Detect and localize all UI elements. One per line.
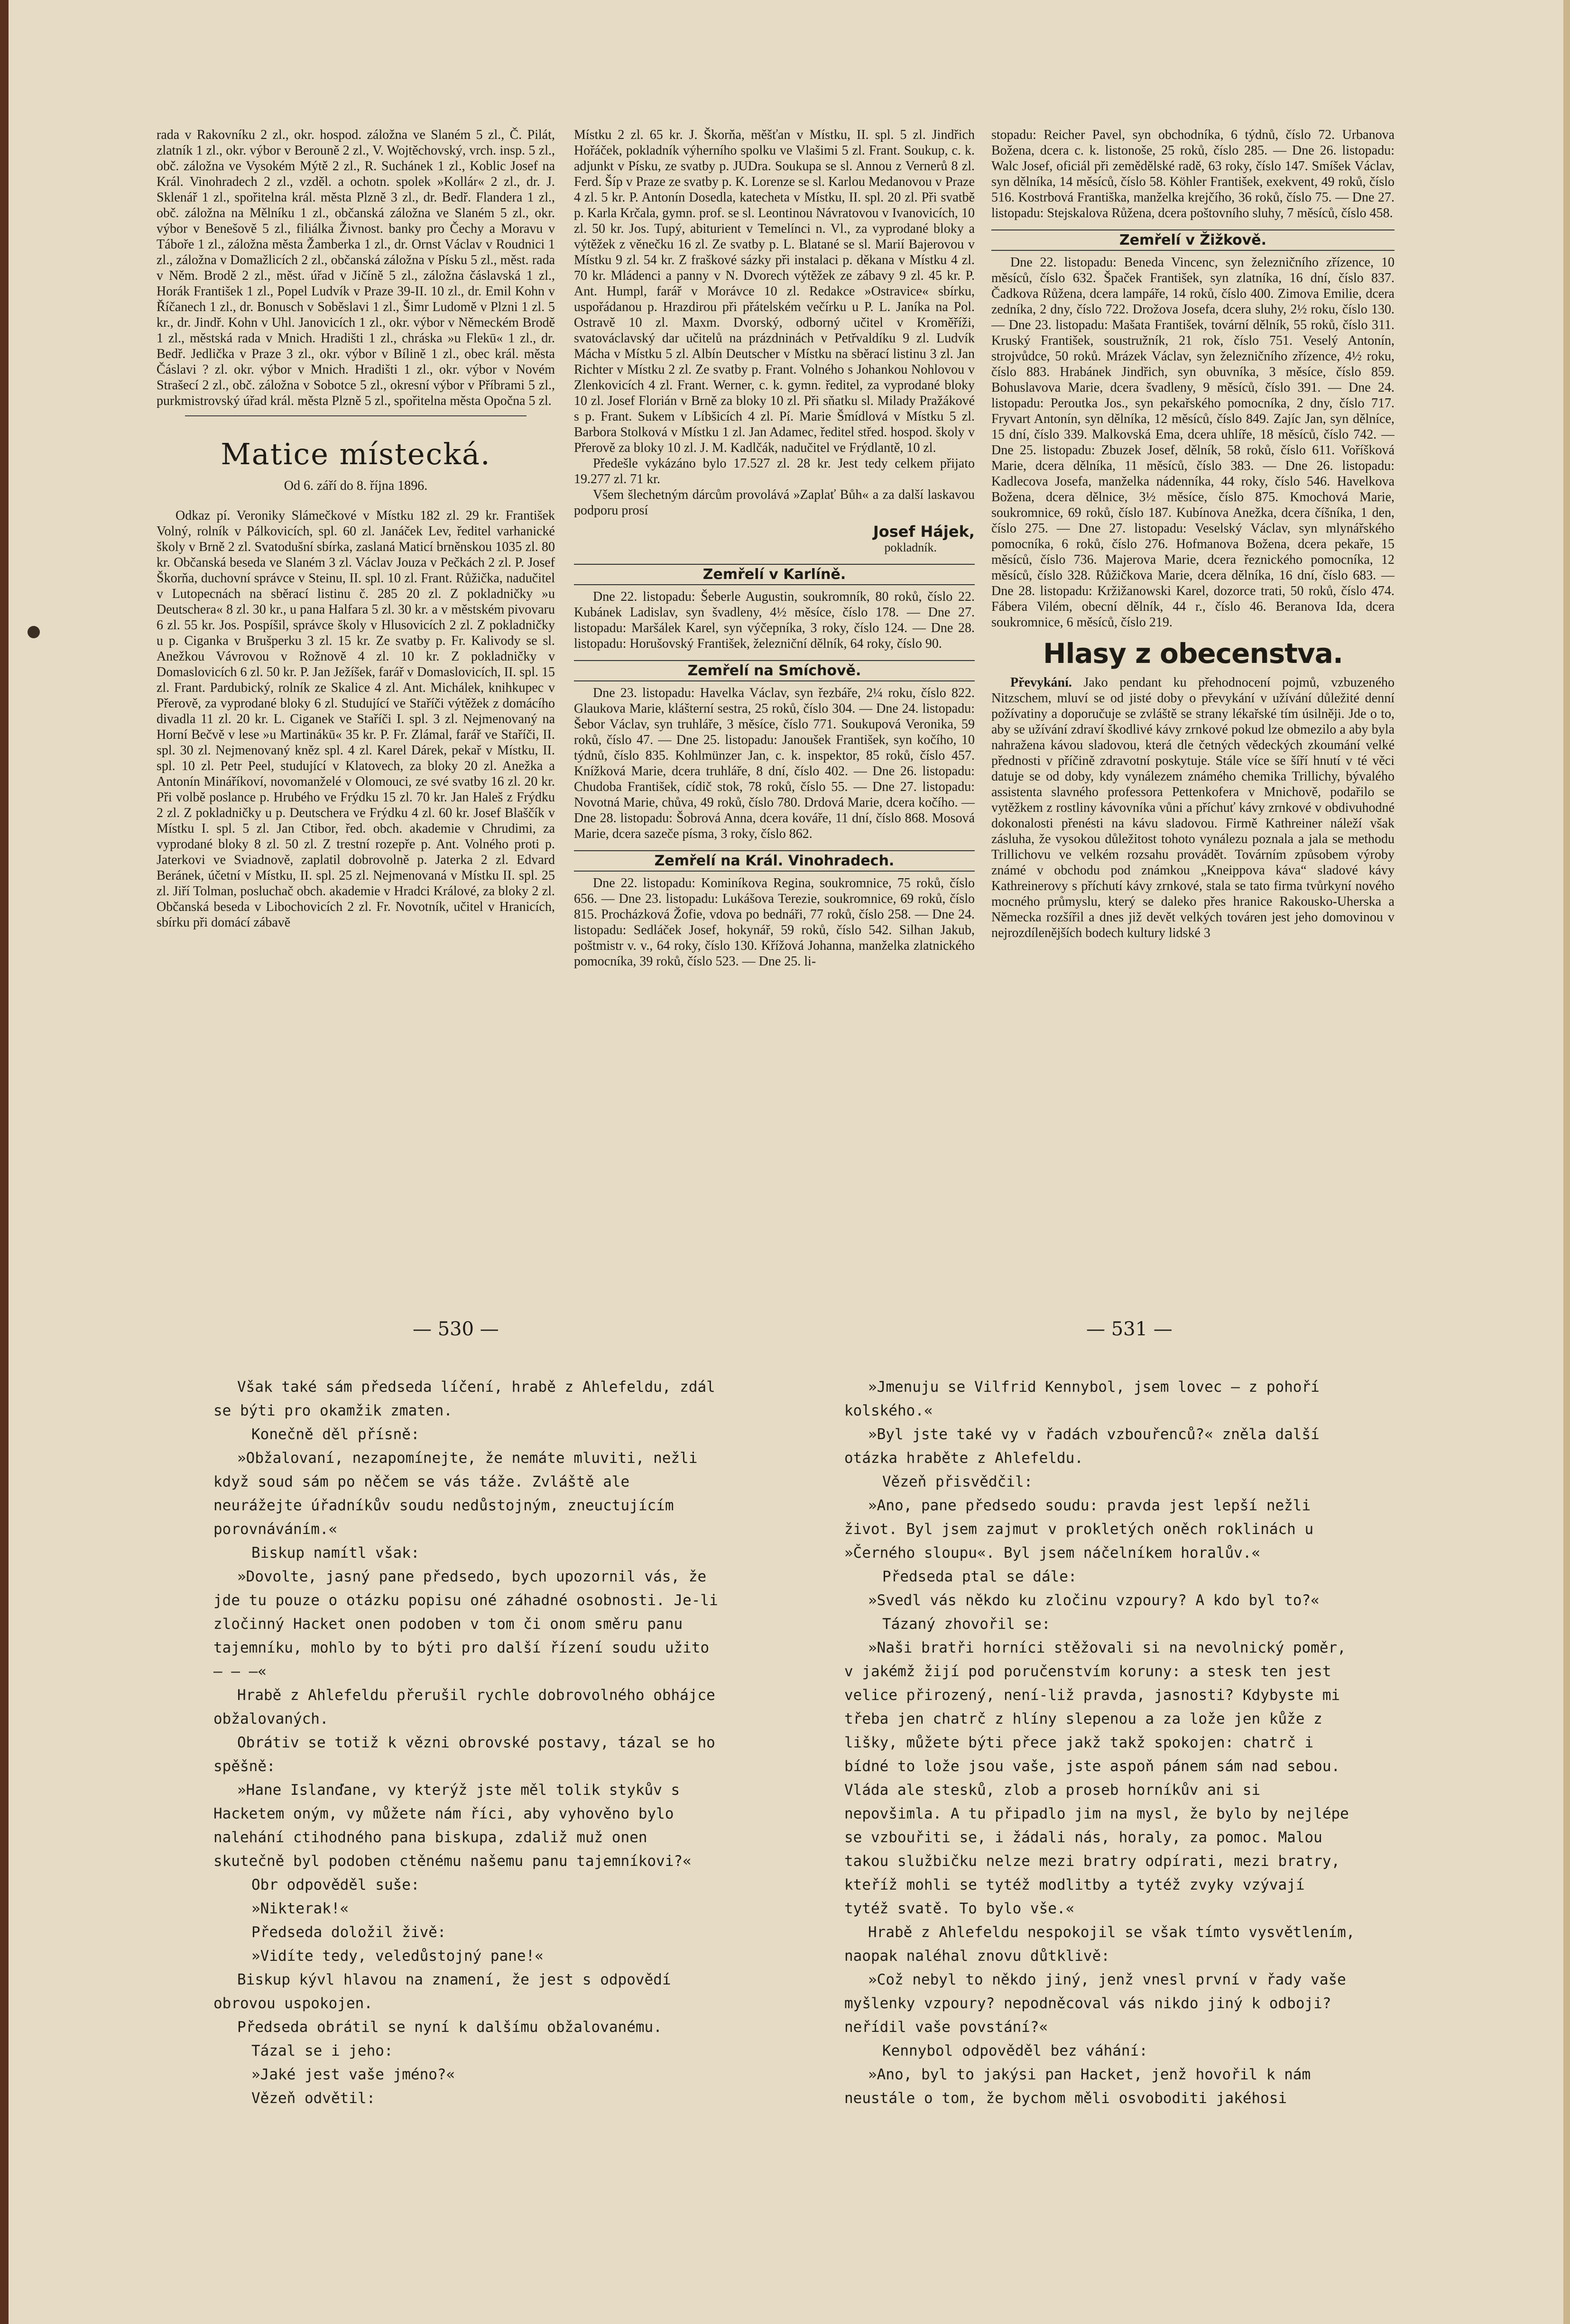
column-3	[991, 127, 1395, 1317]
novel-paragraph: Předseda ptal se dále:	[882, 1568, 1077, 1585]
article-lead: Převykání.	[1010, 675, 1072, 690]
novel-paragraph: Tázaný zhovořil se:	[882, 1616, 1051, 1633]
novel-paragraph: »Jaké jest vaše jméno?«	[251, 2066, 455, 2083]
section-subtitle: Od 6. září do 8. října 1896.	[284, 478, 428, 493]
deaths-karlin: Dne 22. listopadu: Šeberle Augustin, soukromník, 80 roků, číslo 22. Kubánek Ladislav, syn švadleny, 4½ měsíce, číslo 178. — Dne 27. listopadu: Maršálek Karel, syn výčepníka, 3 roky, číslo 124. — Dne 28. listopadu: Horušovský František, železniční dělník, 64 roky, číslo 90.	[574, 589, 975, 651]
novel-paragraph: Vězeň přisvědčil:	[882, 1473, 1033, 1490]
article-text: Jako pendant ku přehodnocení pojmů, vzbuzeného Nitzschem, mluví se od jisté doby o převykání v užívání důležité denní požívatiny a doporučuje se zvláště se strany lékařské tím úsilněji. Jde o to, aby se užívání zdraví škodlivé kávy zrnkové pokud lze obmezilo a aby byla nahražena kávou sladovou, která dle četných vědeckých zkoumání velké přednosti v příčině zdravotní poskytuje. Stále více se šíří hnutí v té věci datuje se od doby, kdy vynálezem známého chemika Trillichy, bývalého assistenta slavného professora Pettenkofera v Mnichově, podařilo se vytěžkem z rostliny kávovníka vůni a příchuť kávy zrnkové v obdivuhodné dokonalosti přenésti na kávu sladovou. Firmě Kathreiner náleží však zásluha, že vysokou důležitost tohoto vynálezu poznala a jala se methodu Trillichovu ve velkém rozsahu provádět. Továrním způsobem výroby známé v obchodu pod známkou „Kneippova káva“ sladové kávy Kathreinerovy s příchutí kávy zrnkové, stala se tato firma tvůrkyní nového mocného průmyslu, který se daleko přes hranice Rakousko-Uherska a Německa rozšířil a dnes již devět velkých továren jest jeho domovinou v nejrozdílenějších bodech kultury lidské	[991, 675, 1395, 940]
section-heading-hlasy: Hlasy z obecenstva.	[1043, 637, 1343, 670]
novel-paragraph: »Vidíte tedy, veledůstojný pane!«	[251, 1947, 544, 1965]
novel-paragraph: Biskup namítl však:	[251, 1544, 420, 1562]
page-number-right: — 531 —	[1086, 1318, 1173, 1340]
punch-hole	[28, 626, 40, 638]
novel-paragraph: »Svedl vás někdo ku zločinu vzpoury? A kdo byl to?«	[868, 1592, 1320, 1609]
novel-paragraph: »Jmenuju se Vilfrid Kennybol, jsem lovec — z pohoří kolského.«	[844, 1378, 1320, 1419]
novel-paragraph: Kennybol odpověděl bez váhání:	[882, 2042, 1148, 2059]
section-heading-zizkov: Zemřelí v Žižkově.	[991, 230, 1395, 251]
novel-paragraph: »Hane Islanďane, vy kterýž jste měl tolik stykův s Hacketem oným, vy můžete nám říci, aby vyhověno bylo nalehání ctihodného pana biskupa, zdaliž muž onen skutečně byl podoben ctěnému našemu panu tajemníkovi?«	[213, 1782, 692, 1870]
novel-paragraph: Konečně děl přísně:	[251, 1426, 420, 1443]
signature-role: pokladník.	[884, 541, 937, 554]
novel-paragraph: Tázal se i jeho:	[251, 2042, 393, 2059]
novel-paragraph: Biskup kývl hlavou na znamení, že jest s odpovědí obrovou uspokojen.	[213, 1971, 671, 2012]
section-title-matice: Matice místecká.	[221, 437, 491, 471]
novel-page-right	[844, 1375, 1357, 2305]
page-number-left: — 530 —	[413, 1318, 499, 1340]
column-2	[574, 127, 975, 1317]
footnote-mark: 3	[1203, 926, 1210, 940]
section-heading-smichov: Zemřelí na Smíchově.	[574, 660, 975, 681]
deaths-vinohrady: Dne 22. listopadu: Kominíkova Regina, soukromnice, 75 roků, číslo 656. — Dne 23. listopadu: Lukášova Terezie, soukromnice, 69 roků, číslo 815. Procházková Žofie, vdova po bednáři, 77 roků, číslo 258. — Dne 24. listopadu: Sedláček Josef, hokynář, 59 roků, číslo 542. Silhan Jakub, poštmistr v. v., 64 roky, číslo 130. Křížová Johanna, manželka zlatnického pomocníka, 39 roků, číslo 523. — Dne 25. li-	[574, 876, 975, 969]
page-edge-right	[1563, 0, 1570, 2324]
column-1	[157, 127, 555, 1317]
binding-edge	[0, 0, 9, 2324]
section-heading-vinohrady: Zemřelí na Král. Vinohradech.	[574, 850, 975, 872]
novel-paragraph: »Což nebyl to někdo jiný, jenž vnesl první v řady vaše myšlenky vzpoury? nepodněcoval vás nikdo jiný k odboji? neřídil vaše povstání?«	[844, 1971, 1346, 2036]
novel-paragraph: »Nikterak!«	[251, 1900, 349, 1917]
deaths-smichov: Dne 23. listopadu: Havelka Václav, syn řezbáře, 2¼ roku, číslo 822. Glaukova Marie, klášterní sestra, 25 roků, číslo 304. — Dne 24. listopadu: Šebor Václav, syn truhláře, 3 měsíce, číslo 771. Soukupová Veronika, 59 roků, číslo 47. — Dne 25. listopadu: Janoušek František, syn kočího, 10 týdnů, číslo 835. Kohlmünzer Jan, c. k. inspektor, 85 roků, číslo 457. Knížková Marie, dcera truhláře, 8 dní, číslo 402. — Dne 26. listopadu: Chudoba František, cídič stok, 78 roků, číslo 55. — Dne 27. listopadu: Novotná Marie, chůva, 49 roků, číslo 780. Drdová Marie, dcera kočího. — Dne 28. listopadu: Šobrová Anna, dcera kováře, 11 dní, číslo 868. Mosová Marie, dcera sazeče písma, 3 roky, číslo 862.	[574, 686, 975, 841]
novel-paragraph: Předseda obrátil se nyní k dalšímu obžalovanému.	[237, 2019, 662, 2036]
section-heading-karlin: Zemřelí v Karlíně.	[574, 564, 975, 585]
novel-paragraph: »Ano, byl to jakýsi pan Hacket, jenž hovořil k nám neustále o tom, že bychom měli osvoboditi jakéhosi	[844, 2066, 1311, 2107]
novel-page-left	[213, 1375, 726, 2305]
novel-paragraph: »Byl jste také vy v řadách vzbouřenců?« zněla další otázka hraběte z Ahlefeldu.	[844, 1426, 1320, 1467]
novel-paragraph: Obr odpověděl suše:	[251, 1876, 420, 1893]
deaths-zizkov: Dne 22. listopadu: Beneda Vincenc, syn železničního zřízence, 10 měsíců, číslo 632. Špaček František, syn zlatníka, 16 dní, číslo 837. Čadkova Růžena, dcera lampáře, 14 roků, číslo 400. Zimova Emilie, dcera zedníka, 2 dny, číslo 722. Drožova Josefa, dcera sluhy, 2½ roku, číslo 130. — Dne 23. listopadu: Mašata František, tovární dělník, 55 roků, číslo 311. Kruský František, soustružník, 21 rok, číslo 751. Veselý Antonín, strojvůdce, 50 roků. Mrázek Václav, syn železničního zřízence, 4½ roku, číslo 883. Hrabánek Jindřich, syn obuvníka, 3 měsíce, číslo 859. Bohuslavova Marie, dcera švadleny, 9 měsíců, číslo 391. — Dne 24. listopadu: Peroutka Jos., syn pekařského pomocníka, 2 dny, číslo 717. Fryvart Antonín, syn dělníka, 12 měsíců, číslo 849. Zajíc Jan, syn dělníce, 15 dní, číslo 339. Malkovská Ema, dcera uhlíře, 18 měsíců, číslo 742. — Dne 25. listopadu: Zbuzek Josef, dělník, 58 roků, číslo 611. Voříšková Marie, dcera dělníka, 11 měsíců, číslo 383. — Dne 26. listopadu: Kadlecova Josefa, manželka nádenníka, 44 roky, číslo 546. Havelkova Božena, dcera dělnice, 3½ měsíce, číslo 875. Kmochová Marie, soukromnice, 69 roků, číslo 187. Kubínova Anežka, dcera číšníka, 1 den, číslo 275. — Dne 27. listopadu: Veselský Václav, syn mlynářského pomocníka, 6 roků, číslo 276. Hofmanova Božena, dcera pekaře, 15 měsíců, číslo 736. Majerova Marie, dcera řeznického pomocníka, 12 měsíců, číslo 328. Růžičkova Marie, dcera dělníka, 16 dní, číslo 683. — Dne 28. listopadu: Kržižanowski Karel, dozorce trati, 50 roků, číslo 474. Fábera Vilém, obecní dělník, 44 r., číslo 46. Beranova Ida, dcera soukromnice, 6 měsíců, číslo 219.	[991, 255, 1395, 630]
matice-text: Odkaz pí. Veroniky Slámečkové v Místku 182 zl. 29 kr. František Volný, rolník v Pálkovicích, spl. 60 zl. Janáček Lev, ředitel varhanické školy v Brně 2 zl. Svatodušní sbírka, zaslaná Maticí brněnskou 1035 zl. 80 kr. Občanská beseda ve Slaném 3 zl. Václav Jouza v Pečkách 2 zl. P. Josef Škorňa, duchovní správce v Steinu, II. spl. 10 zl. Frant. Růžička, nadučitel v Lutopecnách na sběrací listinu č. 285 20 zl. Z pokladničky »u Deutschera« 8 zl. 30 kr., u pana Halfara 5 zl. 30 kr. a v městském pivovaru 6 zl. 55 kr. Jos. Pospíšil, správce školy v Hlusovicích 2 zl. Z pokladničky u p. Ciganka v Brušperku 3 zl. 15 kr. Ze svatby p. Fr. Kalivody se sl. Anežkou Vávrovou v Rožnově 4 zl. 10 kr. Z pokladničky v Domaslovicích 6 zl. 50 kr. P. Jan Ježíšek, farář v Domaslovicích, II. spl. 15 zl. Frant. Pardubický, rolník ze Skalice 4 zl. Ant. Michálek, knihkupec v Přerově, za vyprodané bloky 6 zl. Studující ve Staříči výtěžek z domácího divadla 11 zl. 20 kr. L. Ciganek ve Staříči I. spl. 3 zl. Nejmenovaný na Horní Bečvě v lese »u Martinákū« 35 kr. P. Fr. Zlámal, farář ve Staříči, II. spl. 30 zl. Nejmenovaný kněz spl. 4 zl. Karel Dárek, pekař v Místku, II. spl. 10 zl. Petr Peel, studující v Klatovech, za bloky 20 zl. Anežka a Antonín Mináříkoví, novomanželé v Olomouci, ze své svatby 16 zl. 20 kr. Při volbě poslance p. Hrubého ve Frýdku 15 zl. 70 kr. Jan Haleš z Frýdku 2 zl. Z pokladničky u p. Deutschera ve Frýdku 4 zl. 60 kr. Josef Blaščík v Místku I. spl. 5 zl. Jan Ctibor, řed. obch. akademie v Chrudimi, za vyprodané bloky 8 zl. 50 zl. Z trestní rozepře p. Ant. Volného proti p. Jaterkovi ve Sviadnově, zaplatil dobrovolně p. Jaterka 2 zl. Edvard Beránek, účetní v Místku, II. spl. 25 zl. Nejmenovaná v Místku II. spl. 25 zl. Jiří Tolman, posluchač obch. akademie v Hradci Králové, za bloky 2 zl. Občanská beseda v Libochovicích 2 zl. Fr. Novotník, učitel v Hranicích, sbírku při domácí zábavě	[157, 508, 555, 930]
novel-paragraph: »Naši bratři horníci stěžovali si na nevolnický poměr, v jakémž žijí pod poručenstvím koruny: a stesk ten jest velice přirozený, není-liž pravda, jasnosti? Kdybyste mi třeba jen chatrč z hlíny slepenou a za lože jen kůže z lišky, můžete býti přece jakž takž spokojen: chatrč i bídné to lože jsou vaše, jste aspoň pánem sám nad sebou. Vláda ale stesků, zlob a proseb horníkův ani si nepovšimla. A tu připadlo jim na mysl, že bylo by nejlépe se vzbouřiti se, i žádali nás, horaly, za pomoc. Malou takou službičku nelze mezi bratry odpírati, mezi bratry, kteříž mohli se tytéž modlitby a tytéž zvyky vzývají tytéž svatě. To bylo vše.«	[844, 1639, 1349, 1917]
matice-total: Předešle vykázáno bylo 17.527 zl. 28 kr. Jest tedy celkem přijato 19.277 zl. 71 kr.	[574, 456, 975, 487]
deaths-vinohrady-cont: stopadu: Reicher Pavel, syn obchodníka, 6 týdnů, číslo 72. Urbanova Božena, dcera c. k. listonoše, 25 roků, číslo 285. — Dne 26. listopadu: Walc Josef, oficiál při zemědělské radě, 63 roky, číslo 147. Smíšek Václav, syn dělníka, 14 měsíců, číslo 58. Köhler František, exekvent, 49 roků, číslo 516. Kostrbová Františka, manželka krejčího, 36 roků, číslo 75. — Dne 27. listopadu: Stejskalova Růžena, dcera poštovního sluhy, 7 měsíců, číslo 458.	[991, 128, 1395, 220]
matice-thanks: Všem šlechetným dárcům provolává »Zaplať Bůh« a za další laskavou podporu prosí	[574, 487, 975, 518]
novel-paragraph: Však také sám předseda líčení, hrabě z Ahlefeldu, zdál se býti pro okamžik zmaten.	[213, 1378, 715, 1419]
donor-list-text: rada v Rakovníku 2 zl., okr. hospod. záložna ve Slaném 5 zl., Č. Pilát, zlatník 1 zl., okr. výbor v Berouně 2 zl., V. Wojtěchovský, vrch. insp. 5 zl., obč. záložna ve Vysokém Mýtě 2 zl., R. Suchánek 1 zl., Koblic Josef na Král. Vinohradech 2 zl., vzděl. a ochotn. spolek »Kollár« 2 zl., dr. J. Sklenář 1 zl., spořitelna král. města Plzně 3 zl., dr. Bedř. Flandera 1 zl., obč. záložna na Mělníku 1 zl., občanská záložna ve Slaném 5 zl., okr. výbor v Benešově 5 zl., filiálka Živnost. banky pro Čechy a Moravu v Táboře 1 zl., záložna města Žamberka 1 zl., dr. Ornst Václav v Roudnici 1 zl., záložna v Domažlicích 2 zl., občanská záložna v Písku 5 zl., měst. rada v Něm. Brodě 2 zl., měst. úřad v Jičíně 5 zl., záložna čáslavská 1 zl., Horák František 1 zl., Popel Ludvík v Praze 39-II. 10 zl., dr. Emil Kohn v Říčanech 1 zl., dr. Bonusch v Soběslavi 1 zl., Šimr Ludomě v Plzni 1 zl. 5 kr., dr. Jindř. Kohn v Uhl. Janovicích 1 zl., okr. výbor v Německém Brodě 1 zl., městská rada v Mnich. Hradišti 1 zl., chráska »u Flekū« 1 zl., dr. Bedř. Jedlička v Praze 3 zl., okr. výbor v Bílině 1 zl., obec král. města Čáslavi ? zl. okr. výbor v Mnich. Hradišti 1 zl., okr. výbor v Novém Strašecí 2 zl., obč. záložna v Sobotce 5 zl., okresní výbor v Příbrami 5 zl., purkmistrovský úřad král. města Plzně 5 zl., spořitelna města Opočna 5 zl.	[157, 128, 555, 408]
novel-paragraph: Obrátiv se totiž k vězni obrovské postavy, tázal se ho spěšně:	[213, 1734, 715, 1775]
novel-paragraph: Hrabě z Ahlefeldu nespokojil se však tímto vysvětlením, naopak naléhal znovu důtklivě:	[844, 1924, 1355, 1965]
novel-paragraph: Hrabě z Ahlefeldu přerušil rychle dobrovolného obhájce obžalovaných.	[213, 1687, 715, 1727]
signature-name: Josef Hájek,	[873, 523, 975, 541]
novel-paragraph: »Dovolte, jasný pane předsedo, bych upozornil vás, že jde tu pouze o otázku popisu oné záhadné osobnosti. Je-li zločinný Hacket onen podoben v tom či onom směru panu tajemníku, mohlo by to býti pro další řízení soudu užito — — —«	[213, 1568, 718, 1680]
matice-text-cont: Místku 2 zl. 65 kr. J. Škorňa, měšťan v Místku, II. spl. 5 zl. Jindřich Hořáček, pokladník výherního spolku ve Vlašimi 5 zl. Frant. Soukup, c. k. adjunkt v Písku, ze svatby p. JUDra. Soukupa se sl. Annou z Vernerů 8 zl. Ferd. Šíp v Praze ze svatby p. K. Lorenze se sl. Karlou Medanovou v Praze 4 zl. 5 kr. P. Antonín Dosedla, katecheta v Místku, II. spl. 20 zl. Při svatbě p. Karla Krčala, gymn. prof. se sl. Leontinou Návratovou v Ivanovicích, 10 zl. 50 kr. Jos. Tupý, abiturient v Temelínci n. Vl., za vyprodané bloky a výtěžek z věnečku 16 zl. Ze svatby p. L. Blatané se sl. Marií Bajerovou v Místku 9 zl. 54 kr. Z fraškové sázky při instalaci p. děkana v Místku 4 zl. 70 kr. Mládenci a panny v N. Dvorech výtěžek ze zábavy 9 zl. 45 kr. P. Ant. Humpl, farář v Morávce 10 zl. Redakce »Ostravice« sbírku, uspořádanou p. Hrazdirou při přátelském večírku u P. L. Janíka na Pol. Ostravě 10 zl. Maxm. Dvorský, odborný učitel v Kroměříži, svatováclavský dar učitelů na prázdninách v Petřvaldíku 9 zl. Ludvík Mácha v Místku 5 zl. Albín Deutscher v Místku na sběrací listinu 3 zl. Jan Richter v Místku 2 zl. Ze svatby p. Frant. Volného s Johankou Nohlovou v Zlenkovicích 4 zl. Frant. Werner, c. k. gymn. ředitel, za vyprodané bloky 10 zl. Josef Florián v Brně za bloky 10 zl. Při sňatku sl. Milady Pražákové s p. Frant. Sukem v Líbšicích 4 zl. Pí. Marie Šmídlová v Místku 5 zl. Barbora Stolková v Místku 1 zl. Jan Adamec, ředitel střed. hospod. školy v Přerově za bloky 10 zl. J. M. Kadlčák, nadučitel ve Frýdlantě, 10 zl.	[574, 128, 975, 455]
novel-paragraph: Předseda doložil živě:	[251, 1924, 446, 1941]
novel-paragraph: »Obžalovaní, nezapomínejte, že nemáte mluviti, nežli když soud sám po něčem se vás táže. Zvláště ale neurážejte úřadníkův soudu nedůstojným, zneuctujícím porovnáváním.«	[213, 1450, 698, 1538]
divider	[185, 415, 526, 416]
novel-paragraph: Vězeň odvětil:	[251, 2090, 376, 2107]
novel-paragraph: »Ano, pane předsedo soudu: pravda jest lepší nežli život. Byl jsem zajmut v prokletých oněch roklinách u »Černého sloupu«. Byl jsem náčelníkem horalův.«	[844, 1497, 1314, 1562]
